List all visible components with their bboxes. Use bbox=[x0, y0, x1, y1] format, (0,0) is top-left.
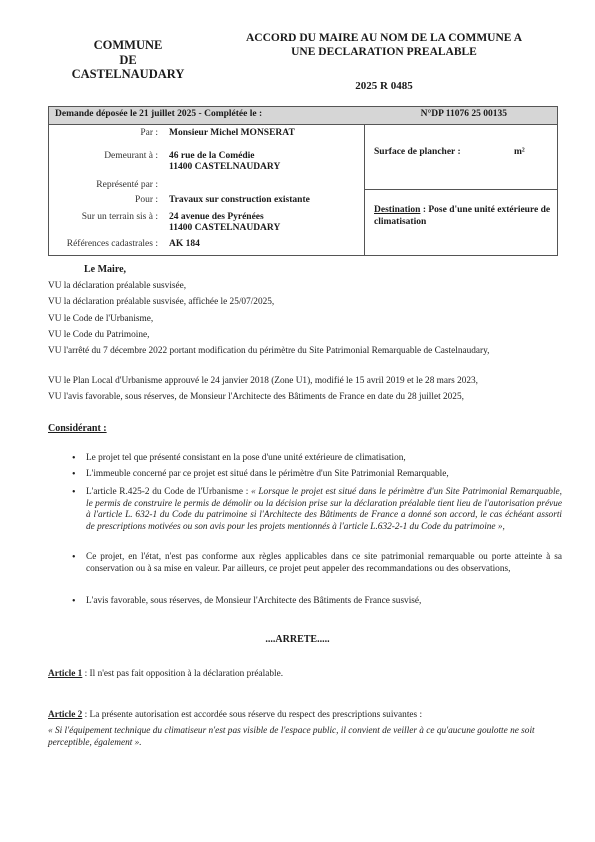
vu-line: VU la déclaration préalable susvisée, affichée le 25/07/2025, bbox=[48, 297, 275, 307]
commune-header bbox=[58, 38, 198, 82]
demeurant-label: Demeurant à : bbox=[104, 151, 158, 161]
surface-label: Surface de plancher : bbox=[374, 147, 461, 157]
deposit-date: Demande déposée le 21 juillet 2025 - Complétée le : bbox=[55, 109, 263, 119]
article-1 bbox=[48, 669, 563, 681]
destination-value: : Pose d'une unité extérieure de climatisation bbox=[374, 205, 551, 227]
par-value: Monsieur Michel MONSERAT bbox=[169, 128, 295, 138]
title-line-1: ACCORD DU MAIRE AU NOM DE LA COMMUNE A bbox=[246, 32, 522, 44]
vu-line: VU la déclaration préalable susvisée, bbox=[48, 281, 187, 291]
considerant-item-article bbox=[86, 487, 562, 533]
vu-line: VU le Plan Local d'Urbanisme approuvé le 24 janvier 2018 (Zone U1), modifié le 15 avril 2019 et le 28 mars 2023, bbox=[48, 376, 478, 386]
commune-line-2: DE bbox=[119, 52, 137, 67]
table-divider-horizontal bbox=[364, 189, 558, 190]
considerant-item: Le projet tel que présenté consistant en la pose d'une unité extérieure de climatisation, bbox=[86, 453, 406, 463]
document-title bbox=[214, 32, 554, 59]
arrete-heading: ....ARRETE..... bbox=[265, 634, 330, 645]
considerant-item: L'avis favorable, sous réserves, de Monsieur l'Architecte des Bâtiments de France susvisé, bbox=[86, 596, 422, 606]
dp-number: N°DP 11076 25 00135 bbox=[420, 109, 507, 119]
terrain-value bbox=[169, 212, 280, 234]
terrain-label: Sur un terrain sis à : bbox=[81, 212, 158, 222]
bullet-dot: • bbox=[72, 596, 76, 607]
considerant-item: L'immeuble concerné par ce projet est situé dans le périmètre d'un Site Patrimonial Remarquable, bbox=[86, 469, 449, 479]
article-1-text: : Il n'est pas fait opposition à la déclaration préalable. bbox=[82, 669, 284, 679]
vu-line: VU le Code de l'Urbanisme, bbox=[48, 314, 154, 324]
surface-unit: m² bbox=[514, 147, 525, 157]
pour-label: Pour : bbox=[135, 195, 158, 205]
demeurant-line-2: 11400 CASTELNAUDARY bbox=[169, 162, 281, 172]
article-2-prescription bbox=[48, 726, 563, 749]
vu-line: VU l'arrêté du 7 décembre 2022 portant modification du périmètre du Site Patrimonial Remarquable de Castelnaudary, bbox=[48, 346, 490, 356]
terrain-line-1: 24 avenue des Pyrénées bbox=[169, 212, 264, 222]
pour-value: Travaux sur construction existante bbox=[169, 195, 310, 205]
article-r425-quote: « Lorsque le projet est situé dans le périmètre d'un Site Patrimonial Remarquable, le permis de construire le permis de démolir ou la décision prise sur la déclaration préalable tient lieu de l'autorisation prévue à l'article L. 632-1 du Code du patrimoine si l'Architecte des Bâtiments de France a donné son accord, le cas échéant assorti de prescriptions motivées ou son avis pour les projets mentionnés à l'article L.632-2-1 du Code du patrimoine », bbox=[86, 487, 562, 532]
commune-line-1: COMMUNE bbox=[93, 38, 163, 52]
table-header-band bbox=[49, 107, 557, 125]
cadastre-label: Références cadastrales : bbox=[66, 239, 158, 249]
reference-number: 2025 R 0485 bbox=[355, 80, 413, 92]
application-table bbox=[48, 106, 558, 256]
bullet-dot: • bbox=[72, 552, 76, 563]
vu-line: VU le Code du Patrimoine, bbox=[48, 330, 150, 340]
terrain-line-2: 11400 CASTELNAUDARY bbox=[169, 223, 281, 233]
vu-line: VU l'avis favorable, sous réserves, de Monsieur l'Architecte des Bâtiments de France en date du 28 juillet 2025, bbox=[48, 392, 464, 402]
par-label: Par : bbox=[140, 128, 158, 138]
demeurant-line-1: 46 rue de la Comédie bbox=[169, 151, 255, 161]
destination-label: Destination bbox=[374, 205, 421, 215]
bullet-dot: • bbox=[72, 469, 76, 480]
article-1-label: Article 1 bbox=[48, 669, 83, 679]
represente-label: Représenté par : bbox=[96, 180, 158, 190]
article-r425-intro: L'article R.425-2 du Code de l'Urbanisme : bbox=[86, 487, 252, 497]
considerant-heading: Considérant : bbox=[48, 423, 107, 434]
le-maire-heading: Le Maire, bbox=[84, 264, 127, 275]
bullet-dot: • bbox=[72, 487, 76, 498]
demeurant-value bbox=[169, 151, 280, 173]
commune-line-3: CASTELNAUDARY bbox=[71, 67, 185, 81]
article-2 bbox=[48, 710, 563, 722]
title-line-2: UNE DECLARATION PREALABLE bbox=[291, 45, 477, 58]
considerant-item: Ce projet, en l'état, n'est pas conforme aux règles applicables dans ce site patrimonial remarquable ou porte atteinte à sa conservation ou à sa mise en valeur. Par ailleurs, ce projet peut appeler des recommandations ou des observations, bbox=[86, 552, 562, 574]
bullet-dot: • bbox=[72, 453, 76, 464]
destination bbox=[374, 205, 554, 228]
article-2-quote: « Si l'équipement technique du climatiseur n'est pas visible de l'espace public, il convient de veiller à ce qu'aucune goulotte ne soit perceptible, également ». bbox=[48, 726, 535, 748]
article-2-label: Article 2 bbox=[48, 710, 83, 720]
article-2-text: : La présente autorisation est accordée sous réserve du respect des prescriptions suivantes : bbox=[82, 710, 423, 720]
cadastre-value: AK 184 bbox=[169, 239, 200, 249]
